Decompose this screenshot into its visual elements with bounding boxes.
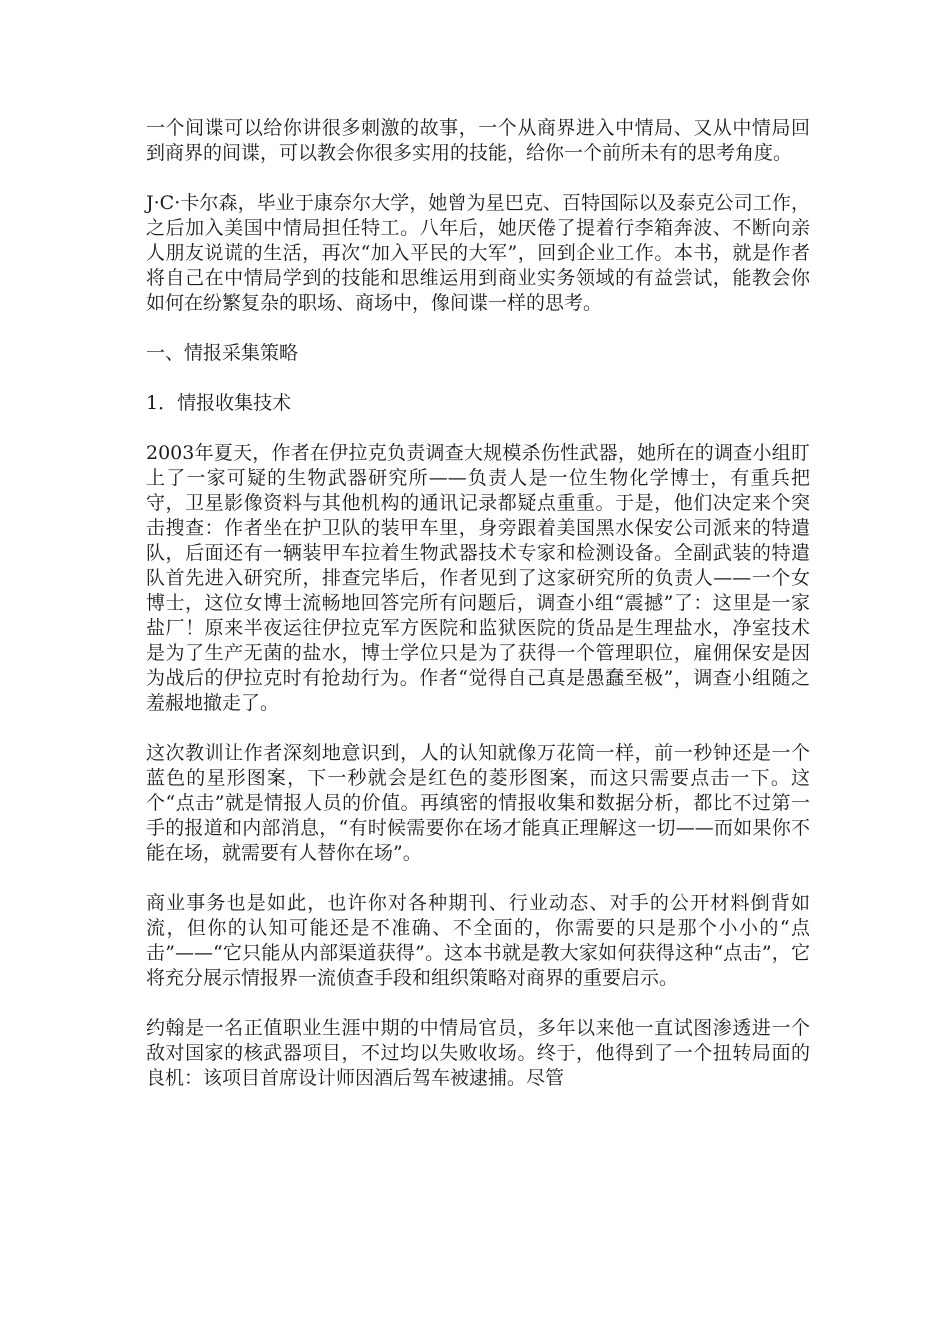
paragraph-author-bio: J·C·卡尔森，毕业于康奈尔大学，她曾为星巴克、百特国际以及泰克公司工作，之后加入美国中情局担任特工。八年后，她厌倦了提着行李箱奔波、不断向亲人朋友说谎的生活，再次“加入平民的大军”，回到企业工作。本书，就是作者将自己在中情局学到的技能和思维运用到商业实务领域的有益尝试，能教会你如何在纷繁复杂的职场、商场中，像间谍一样的思考。 xyxy=(146,192,810,314)
paragraph-iraq-story: 2003年夏天，作者在伊拉克负责调查大规模杀伤性武器，她所在的调查小组盯上了一家可疑的生物武器研究所——负责人是一位生物化学博士，有重兵把守，卫星影像资料与其他机构的通讯记录都疑点重重。于是，他们决定来个突击搜查：作者坐在护卫队的装甲车里，身旁跟着美国黑水保安公司派来的特遣队，后面还有一辆装甲车拉着生物武器技术专家和检测设备。全副武装的特遣队首先进入研究所，排查完毕后，作者见到了这家研究所的负责人——一个女博士，这位女博士流畅地回答完所有问题后，调查小组“震撼”了：这里是一家盐厂！原来半夜运往伊拉克军方医院和监狱医院的货品是生理盐水，净室技术是为了生产无菌的盐水，博士学位只是为了获得一个管理职位，雇佣保安是因为战后的伊拉克时有抢劫行为。作者“觉得自己真是愚蠢至极”，调查小组随之羞赧地撤走了。 xyxy=(146,442,810,714)
paragraph-john-story: 约翰是一名正值职业生涯中期的中情局官员，多年以来他一直试图渗透进一个敌对国家的核武器项目，不过均以失败收场。终于，他得到了一个扭转局面的良机：该项目首席设计师因酒后驾车被逮捕。尽管 xyxy=(146,1017,810,1089)
paragraph-business: 商业事务也是如此，也许你对各种期刊、行业动态、对手的公开材料倒背如流，但你的认知可能还是不准确、不全面的，你需要的只是那个小小的“点击”——“它只能从内部渠道获得”。这本书就是教大家如何获得这种“点击”，它将充分展示情报界一流侦查手段和组织策略对商界的重要启示。 xyxy=(146,892,810,989)
paragraph-lesson: 这次教训让作者深刻地意识到，人的认知就像万花筒一样，前一秒钟还是一个蓝色的星形图案，下一秒就会是红色的菱形图案，而这只需要点击一下。这个“点击”就是情报人员的价值。再缜密的情报收集和数据分析，都比不过第一手的报道和内部消息，“有时候需要你在场才能真正理解这一切——而如果你不能在场，就需要有人替你在场”。 xyxy=(146,742,810,864)
subsection-heading: 1．情报收集技术 xyxy=(146,392,292,414)
document-page xyxy=(146,116,810,1116)
section-heading: 一、情报采集策略 xyxy=(146,342,299,364)
paragraph-intro: 一个间谍可以给你讲很多刺激的故事，一个从商界进入中情局、又从中情局回到商界的间谍，可以教会你很多实用的技能，给你一个前所未有的思考角度。 xyxy=(146,117,810,164)
